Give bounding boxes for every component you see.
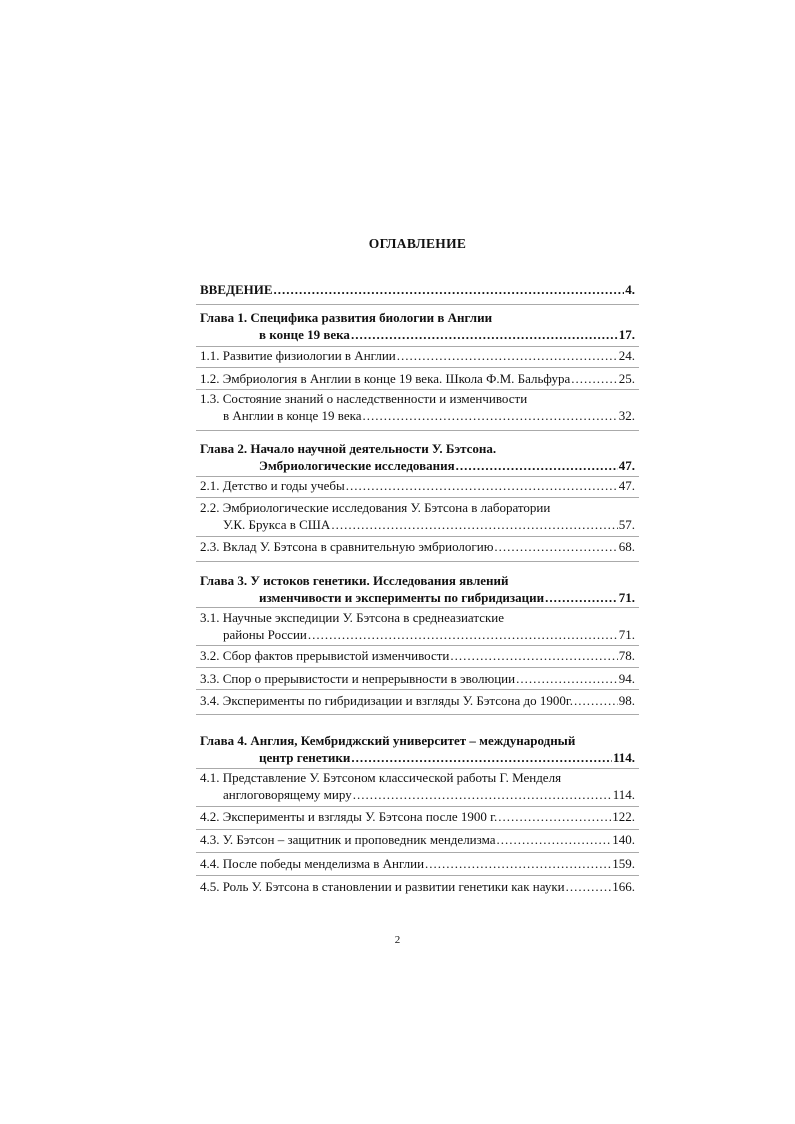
toc-section-2-3	[200, 538, 635, 555]
divider	[196, 497, 639, 498]
entry-label: 1.2. Эмбриология в Англии в конце 19 века. Школа Ф.М. Бальфура	[200, 371, 571, 386]
toc-section-1-1	[200, 347, 635, 364]
toc-chapter-1	[200, 309, 635, 343]
entry-page: 32.	[618, 408, 635, 423]
entry-label: 2.2. Эмбриологические исследования У. Бэтсона в лаборатории	[200, 500, 551, 515]
divider	[196, 561, 639, 562]
chapter-title: Глава 1. Специфика развития биологии в Англии	[200, 310, 493, 325]
entry-page: 94.	[618, 671, 635, 686]
entry-label: 3.2. Сбор фактов прерывистой изменчивости	[200, 648, 450, 663]
dot-leader	[545, 589, 618, 606]
entry-label: ВВЕДЕНИЕ	[200, 282, 273, 297]
entry-page: 78.	[618, 648, 635, 663]
dot-leader	[566, 878, 612, 895]
toc-section-3-2	[200, 647, 635, 664]
divider	[196, 852, 639, 853]
dot-leader	[397, 347, 618, 364]
entry-page: 4.	[625, 282, 635, 297]
entry-label: 4.1. Представление У. Бэтсоном классической работы Г. Менделя	[200, 770, 562, 785]
dot-leader	[274, 281, 625, 298]
entry-page: 71.	[618, 627, 635, 642]
entry-page: 114.	[612, 750, 635, 765]
dot-leader	[497, 831, 612, 848]
toc-section-2-1	[200, 477, 635, 494]
toc-chapter-2	[200, 440, 635, 474]
entry-page: 17.	[618, 327, 635, 342]
entry-label: 4.3. У. Бэтсон – защитник и проповедник менделизма	[200, 832, 496, 847]
toc-section-4-3	[200, 831, 635, 848]
toc-title: ОГЛАВЛЕНИЕ	[368, 236, 467, 251]
chapter-title-cont: Эмбриологические исследования	[259, 458, 455, 473]
entry-label: 3.4. Эксперименты по гибридизации и взгляды У. Бэтсона до 1900г.	[200, 693, 573, 708]
toc-section-4-5	[200, 878, 635, 895]
divider	[196, 430, 639, 431]
toc-section-4-1	[200, 769, 635, 803]
toc-section-3-3	[200, 670, 635, 687]
page-number: 2	[394, 934, 401, 946]
entry-label: 3.3. Спор о прерывистости и непрерывности в эволюции	[200, 671, 516, 686]
entry-page: 71.	[618, 590, 635, 605]
chapter-title-cont: изменчивости и эксперименты по гибридизации	[259, 590, 545, 605]
entry-label-cont: англоговорящему миру	[223, 787, 352, 802]
entry-page: 57.	[618, 517, 635, 532]
entry-page: 166.	[612, 879, 635, 894]
entry-page: 68.	[618, 539, 635, 554]
dot-leader	[363, 407, 618, 424]
entry-page: 114.	[612, 787, 635, 802]
dot-leader	[498, 808, 611, 825]
dot-leader	[516, 670, 618, 687]
divider	[196, 806, 639, 807]
divider	[196, 667, 639, 668]
toc-section-3-1	[200, 609, 635, 643]
entry-label: 2.3. Вклад У. Бэтсона в сравнительную эмбриологию	[200, 539, 494, 554]
entry-page: 25.	[618, 371, 635, 386]
dot-leader	[308, 626, 618, 643]
entry-label: 4.2. Эксперименты и взгляды У. Бэтсона после 1900 г.	[200, 809, 498, 824]
dot-leader	[353, 786, 612, 803]
entry-page: 98.	[618, 693, 635, 708]
dot-leader	[331, 516, 617, 533]
entry-label-cont: районы России	[223, 627, 307, 642]
divider	[196, 304, 639, 305]
dot-leader	[571, 370, 617, 387]
toc-chapter-4	[200, 732, 635, 766]
entry-label-cont: У.К. Брукса в США	[223, 517, 331, 532]
divider	[196, 875, 639, 876]
dot-leader	[351, 326, 618, 343]
divider	[196, 536, 639, 537]
toc-chapter-3	[200, 572, 635, 606]
dot-leader	[346, 477, 618, 494]
entry-page: 24.	[618, 348, 635, 363]
entry-label: 4.5. Роль У. Бэтсона в становлении и развитии генетики как науки	[200, 879, 565, 894]
toc-entry-intro	[200, 281, 635, 298]
dot-leader	[450, 647, 617, 664]
entry-page: 122.	[612, 809, 635, 824]
toc-section-1-3	[200, 390, 635, 424]
divider	[196, 829, 639, 830]
dot-leader	[351, 749, 612, 766]
entry-page: 47.	[618, 478, 635, 493]
toc-section-1-2	[200, 370, 635, 387]
dot-leader	[574, 692, 618, 709]
dot-leader	[456, 457, 618, 474]
chapter-title-cont: в конце 19 века	[259, 327, 350, 342]
entry-page: 140.	[612, 832, 635, 847]
toc-section-4-2	[200, 808, 635, 825]
entry-label: 1.3. Состояние знаний о наследственности и изменчивости	[200, 391, 528, 406]
entry-label-cont: в Англии в конце 19 века	[223, 408, 362, 423]
divider	[196, 367, 639, 368]
toc-section-4-4	[200, 855, 635, 872]
entry-page: 47.	[618, 458, 635, 473]
chapter-title: Глава 3. У истоков генетики. Исследования явлений	[200, 573, 509, 588]
divider	[196, 645, 639, 646]
toc-section-3-4	[200, 692, 635, 709]
entry-label: 3.1. Научные экспедиции У. Бэтсона в среднеазиатские	[200, 610, 505, 625]
toc-section-2-2	[200, 499, 635, 533]
entry-label: 2.1. Детство и годы учебы	[200, 478, 345, 493]
entry-label: 1.1. Развитие физиологии в Англии	[200, 348, 396, 363]
entry-page: 159.	[612, 856, 635, 871]
divider	[196, 689, 639, 690]
entry-label: 4.4. После победы менделизма в Англии	[200, 856, 425, 871]
dot-leader	[425, 855, 611, 872]
dot-leader	[494, 538, 617, 555]
divider	[196, 607, 639, 608]
chapter-title-cont: центр генетики	[259, 750, 351, 765]
chapter-title: Глава 4. Англия, Кембриджский университет – международный	[200, 733, 576, 748]
divider	[196, 714, 639, 715]
chapter-title: Глава 2. Начало научной деятельности У. Бэтсона.	[200, 441, 497, 456]
